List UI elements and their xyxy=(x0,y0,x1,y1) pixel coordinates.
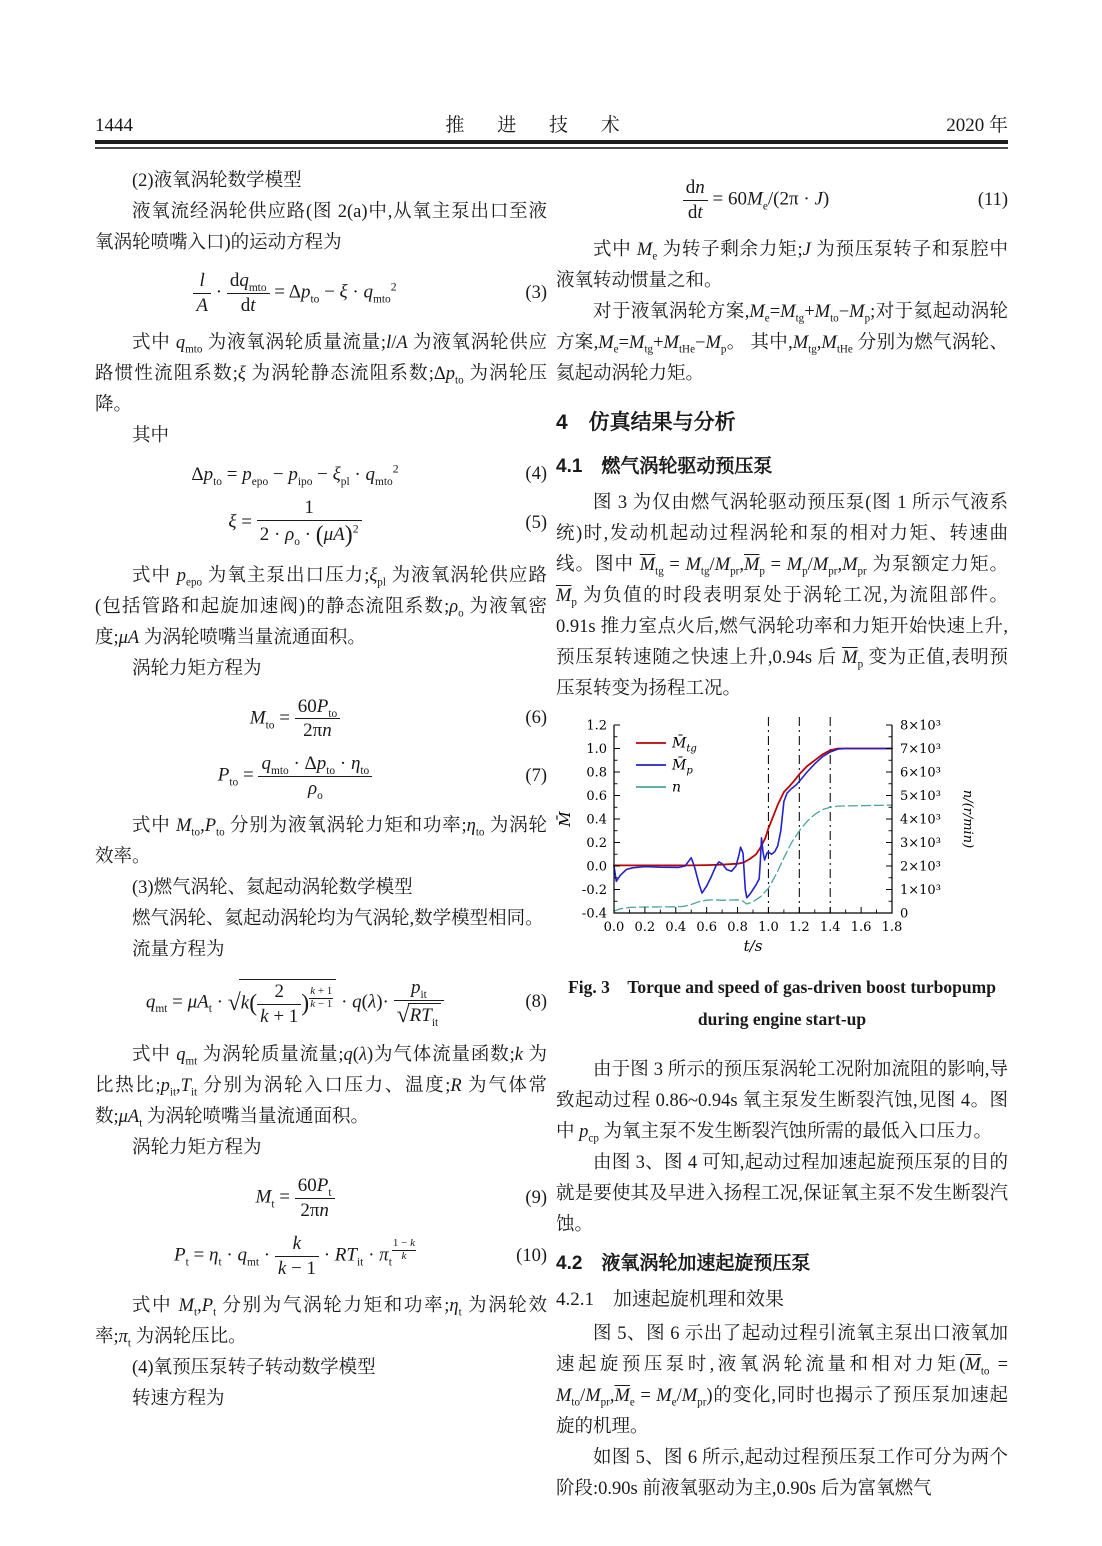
left-paragraph-2: 液氧流经涡轮供应路(图 2(a)中,从氧主泵出口至液氧涡轮喷嘴入口)的运动方程为 xyxy=(95,202,547,253)
left-paragraph-4: 其中 xyxy=(132,425,170,446)
equation-10 xyxy=(95,1233,547,1280)
equation-10-number: (10) xyxy=(516,1245,547,1266)
equation-10-body: $P_t = \eta_t \cdot q_{mt}$ · $\frac{k}{k - 1}$ · $RT_{it} \cdot \pi_t$ $^{\frac{1 - k}{k}}$ xyxy=(174,1232,415,1279)
right-paragraph-7: 如图 5、图 6 所示,起动过程预压泵工作可分为两个阶段:0.90s 前液氧驱动为主,0.90s 后为富氧燃气 xyxy=(556,1447,1008,1499)
svg-text:0.0: 0.0 xyxy=(586,859,607,875)
svg-text:1×10³: 1×10³ xyxy=(900,882,941,898)
fig3-chart xyxy=(556,713,1008,958)
svg-text:3×10³: 3×10³ xyxy=(900,835,941,851)
equation-4 xyxy=(95,463,547,487)
right-paragraph-3: 图 3 为仅由燃气涡轮驱动预压泵(图 1 所示气液系统)时,发动机起动过程涡轮和泵的相对力矩、转速曲线。图中 $\overline{M}_{tg} = M_{tg}/M_{pr},\overline{M}_p = M_p/M_{pr},M_{pr}$ 为泵额定力矩。$\overline{M}_p$ 为负值的时段表明泵处于涡轮工况,为流阻部件。0.91s 推力室点火后,燃气涡轮功率和力矩开始快速上升,预压泵转速随之快速上升,0.94s 后 $\overline{M}_p$ 变为正值,表明预压泵转变为扬程工况。 xyxy=(556,492,1008,699)
section-heading-4-1: 4.1 燃气涡轮驱动预压泵 xyxy=(556,455,773,477)
right-column xyxy=(556,166,1008,1505)
svg-text:n: n xyxy=(672,779,682,796)
section-heading-4-2: 4.2 液氧涡轮加速起旋预压泵 xyxy=(556,1252,811,1274)
left-paragraph-3: 式中 $q_{mto}$ 为液氧涡轮质量流量;l/A 为液氧涡轮供应路惯性流阻系数;ξ 为涡轮静态流阻系数$;\Delta p_{to}$ 为涡轮压降。 xyxy=(95,332,547,415)
left-paragraph-6: 涡轮力矩方程为 xyxy=(132,658,262,679)
equation-7 xyxy=(95,753,547,800)
svg-text:1.8: 1.8 xyxy=(881,919,903,935)
header-year: 2020 年 xyxy=(946,115,1008,136)
equation-9-number: (9) xyxy=(525,1187,547,1208)
svg-text:t/s: t/s xyxy=(743,936,763,955)
equation-5-body: ξ = $\frac{1}{2 \cdot \rho_o \cdot (\mu A)^2}$ xyxy=(95,497,495,549)
svg-text:4×10³: 4×10³ xyxy=(900,812,941,828)
svg-text:0.4: 0.4 xyxy=(665,919,687,935)
svg-text:2×10³: 2×10³ xyxy=(900,859,941,875)
section-heading-4-2-1: 4.2.1 加速起旋机理和效果 xyxy=(556,1288,785,1310)
svg-text:0.8: 0.8 xyxy=(586,765,607,781)
left-paragraph-15: 转速方程为 xyxy=(132,1388,225,1409)
equation-9 xyxy=(95,1175,547,1222)
equation-8 xyxy=(95,977,547,1029)
svg-text:1.0: 1.0 xyxy=(758,919,779,935)
equation-11 xyxy=(556,177,1008,224)
svg-text:1.0: 1.0 xyxy=(586,741,607,757)
svg-text:1.2: 1.2 xyxy=(788,919,810,935)
figure-3 xyxy=(556,713,1008,969)
left-column xyxy=(95,166,547,1415)
svg-text:-0.2: -0.2 xyxy=(581,882,607,898)
equation-4-body: $\Delta p_{to} = p_{epo} - p_{ipo} - \xi_{pl} \cdot q_{mto}^2$ xyxy=(191,462,399,488)
figure-3-caption xyxy=(556,971,1008,1035)
page-number: 1444 xyxy=(95,115,133,136)
equation-9-body: $M_t$ = $\frac{60P_t}{2\pi n}$ xyxy=(95,1175,495,1222)
journal-title: 推 进 技 术 xyxy=(445,115,634,136)
svg-text:1.2: 1.2 xyxy=(586,718,607,734)
equation-3-number: (3) xyxy=(525,282,547,303)
right-paragraph-5: 由图 3、图 4 可知,起动过程加速起旋预压泵的目的就是要使其及早进入扬程工况,保证氧主泵不发生断裂汽蚀。 xyxy=(556,1152,1008,1235)
figure-3-caption-line1: Fig. 3 Torque and speed of gas-driven boost turbopump xyxy=(568,976,996,997)
equation-6-number: (6) xyxy=(525,708,547,729)
left-paragraph-13: 式中 $M_t,P_t$ 分别为气涡轮力矩和功率$;\eta_t$ 为涡轮效率$;\pi_t$ 为涡轮压比。 xyxy=(95,1295,547,1350)
left-paragraph-10: 流量方程为 xyxy=(132,939,225,960)
left-paragraph-14: (4)氧预压泵转子转动数学模型 xyxy=(132,1357,376,1378)
svg-text:0.0: 0.0 xyxy=(603,919,625,935)
header-rule-thick xyxy=(95,140,1008,144)
svg-text:n/(r/min): n/(r/min) xyxy=(960,789,975,848)
left-paragraph-9: 燃气涡轮、氦起动涡轮均为气涡轮,数学模型相同。 xyxy=(132,908,544,929)
equation-5-number: (5) xyxy=(525,512,547,533)
header-rule-thin xyxy=(95,147,1008,149)
header-rule xyxy=(95,140,1008,149)
equation-11-body: $\frac{dn}{dt}$ = $60M_e/(2\pi \cdot J)$ xyxy=(556,177,956,224)
svg-text:0: 0 xyxy=(900,906,909,922)
svg-text:0.8: 0.8 xyxy=(727,919,748,935)
left-paragraph-1: (2)液氧涡轮数学模型 xyxy=(132,171,302,191)
svg-text:8×10³: 8×10³ xyxy=(900,718,941,734)
equation-6-body: $M_{to}$ = $\frac{60P_{to}}{2\pi n}$ xyxy=(95,696,495,743)
equation-5 xyxy=(95,497,547,549)
svg-text:M̄p: $M̄_p$ xyxy=(672,757,693,777)
equation-11-number: (11) xyxy=(977,189,1008,210)
left-paragraph-7: 式中 $M_{to},P_{to}$ 分别为液氧涡轮力矩和功率$;\eta_{to}$ 为涡轮效率。 xyxy=(95,815,547,867)
figure-3-caption-line2: during engine start-up xyxy=(697,1008,867,1029)
equation-3-body: $\frac{l}{A}$ · $\frac{dq_{mto}}{dt}$ = $\Delta p_{to} - \xi \cdot q_{mto}^2$ xyxy=(95,270,495,317)
svg-text:1.4: 1.4 xyxy=(819,919,841,935)
svg-text:0.6: 0.6 xyxy=(586,788,607,804)
left-paragraph-12: 涡轮力矩方程为 xyxy=(132,1138,262,1159)
page-header xyxy=(95,110,1008,137)
equation-4-number: (4) xyxy=(525,464,547,484)
equation-8-number: (8) xyxy=(525,992,547,1013)
svg-text:-0.4: -0.4 xyxy=(581,906,607,922)
left-paragraph-11: 式中 $q_{mt}$ 为涡轮质量流量;q(λ)为气体流量函数;k 为比热比$;p_{it},T_{it}$ 分别为涡轮入口压力、温度;R 为气体常数$;\mu A_t$ 为涡轮喷嘴当量流通面积。 xyxy=(95,1045,547,1130)
right-paragraph-1: 式中 $M_e$ 为转子剩余力矩;J 为预压泵转子和泵腔中液氧转动惯量之和。 xyxy=(556,239,1008,291)
svg-text:0.2: 0.2 xyxy=(586,835,607,851)
equation-7-body: $P_{to}$ = $\frac{q_{mto} \cdot \Delta p_{to} \cdot \eta_{to}}{\rho_o}$ xyxy=(95,753,495,800)
right-paragraph-2: 对于液氧涡轮方案$,M_e=M_{tg}+M_{to}-M_p$;对于氦起动涡轮方案$,M_e=M_{tg}+M_{tHe}-M_p$。 其中$,M_{tg},M_{tHe}$ 分别为燃气涡轮、氦起动涡轮力矩。 xyxy=(556,301,1008,384)
svg-text:0.2: 0.2 xyxy=(634,919,656,935)
svg-text:M̄tg: $M̄_{tg}$ xyxy=(672,735,697,755)
right-paragraph-6: 图 5、图 6 示出了起动过程引流氧主泵出口液氧加速起旋预压泵时,液氧涡轮流量和相对力矩$(\overline{M}_{to} = M_{to}/M_{pr},\overline{M}_e = M_e/M_{pr})$的变化,同时也揭示了预压泵加速起旋的机理。 xyxy=(556,1323,1008,1437)
left-paragraph-8: (3)燃气涡轮、氦起动涡轮数学模型 xyxy=(132,877,413,898)
right-paragraph-4: 由于图 3 所示的预压泵涡轮工况附加流阻的影响,导致起动过程 0.86~0.94s 氧主泵发生断裂汽蚀,见图 4。图中 $p_{cp}$ 为氧主泵不发生断裂汽蚀所需的最低入口压力。 xyxy=(556,1059,1008,1145)
svg-text:5×10³: 5×10³ xyxy=(900,788,941,804)
svg-text:0.6: 0.6 xyxy=(696,919,718,935)
equation-7-number: (7) xyxy=(525,766,547,787)
left-paragraph-5: 式中 $p_{epo}$ 为氧主泵出口压力$;\xi_{pl}$ 为液氧涡轮供应路(包括管路和起旋加速阀)的静态流阻系数$;\rho_o$ 为液氧密度;μA 为涡轮喷嘴当量流通面积。 xyxy=(95,565,547,648)
svg-text:7×10³: 7×10³ xyxy=(900,741,941,757)
equation-8-body: $q_{mt} = \mu A_t \cdot √k$( $\frac{2}{k + 1}$ ) $^{\frac{k + 1}{k - 1}}$ · q(λ)· $\frac{p_{it}}{√RT_{it}}$ xyxy=(95,977,495,1029)
equation-3 xyxy=(95,270,547,317)
equation-6 xyxy=(95,696,547,743)
svg-text:1.6: 1.6 xyxy=(850,919,872,935)
svg-text:M̄: M̄ xyxy=(556,811,574,827)
section-heading-4: 4 仿真结果与分析 xyxy=(556,410,736,434)
svg-text:0.4: 0.4 xyxy=(586,812,607,828)
svg-text:6×10³: 6×10³ xyxy=(900,765,941,781)
